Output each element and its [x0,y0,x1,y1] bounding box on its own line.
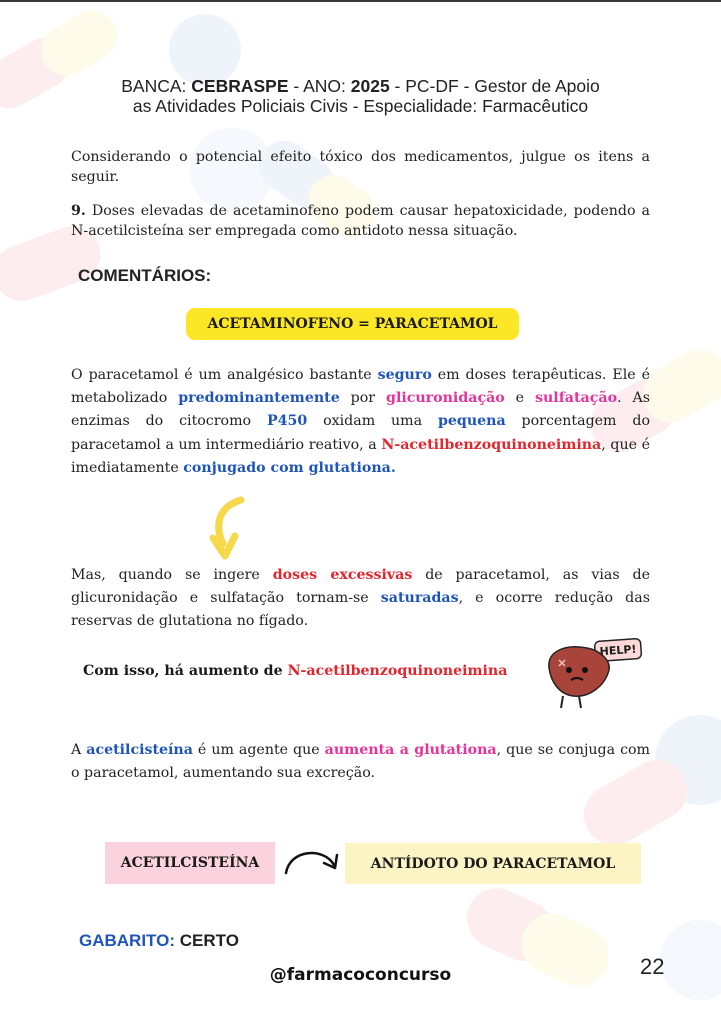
intro-text: Considerando o potencial efeito tóxico dos medicamentos, julgue os itens a seguir. [71,149,650,185]
keyword-acetilcisteina: acetilcisteína [86,742,193,758]
exam-header [60,76,661,116]
help-sign-text: HELP! [599,642,637,659]
keyword-aumenta-glutationa: aumenta a glutationa [324,742,497,758]
keyword-napqi-increase: N-acetilbenzoquinoneimina [287,663,508,679]
answer-key-label: GABARITO: [79,931,176,950]
paragraph-metabolism: O paracetamol é um analgésico bastante seguro em doses terapêuticas. Ele é metabolizado predominantemente por glicuronidação e sulfatação. As enzimas do citocromo P450 oxidam uma pequena porcentagem do paracetamol a um intermediário reativo, a N-acetilbenzoquinoneimina, que é imediatamente conjugado com glutationa. [71,367,651,476]
keyword-conjugado-glutationa: conjugado com glutationa. [183,459,396,476]
acetylcysteine-box: ACETILCISTEÍNA [105,842,275,884]
question-number: 9. [71,203,86,219]
highlight-title: ACETAMINOFENO = PARACETAMOL [186,308,519,340]
keyword-saturadas: saturadas [380,590,459,607]
question-text: Doses elevadas de acetaminofeno podem causar hepatoxicidade, podendo a N-acetilcisteína ser empregada como antidoto nessa situação. [71,203,650,239]
bank-name: CEBRASPE [191,76,289,96]
answer-key-value: CERTO [175,931,239,950]
keyword-predominantemente: predominantemente [178,390,340,407]
comments-heading: COMENTÁRIOS: [78,266,212,285]
increase-statement: Com isso, há aumento de N-acetilbenzoquinoneimina [83,663,508,679]
exam-header-line-2: as Atividades Policiais Civis - Especialidade: Farmacêutico [132,96,589,116]
keyword-p450: P450 [266,413,308,430]
question-statement [71,201,650,241]
exam-header-line-1: BANCA: CEBRASPE - ANO: 2025 - PC-DF - Gestor de Apoio [121,76,600,96]
paragraph-acetylcysteine: A acetilcisteína é um agente que aumenta a glutationa, que se conjuga com o paracetamol, aumentando sua excreção. [71,742,651,782]
keyword-glicuronidacao: glicuronidação [386,390,505,407]
keyword-doses-excessivas: doses excessivas [272,567,413,583]
liver-mascot-icon [543,630,647,714]
antidote-box: ANTÍDOTO DO PARACETAMOL [345,843,641,884]
keyword-napqi: N-acetilbenzoquinoneimina [381,436,602,453]
keyword-sulfatacao: sulfatação [535,390,618,407]
keyword-pequena: pequena [437,413,506,430]
curved-arrow-down-icon [207,494,249,560]
exam-year: 2025 [350,76,390,96]
keyword-seguro: seguro [377,367,432,383]
paragraph-overdose: Mas, quando se ingere doses excessivas de paracetamol, as vias de glicuronidação e sulfatação tornam-se saturadas, e ocorre redução das reservas de glutationa no fígado. [71,567,650,630]
answer-key [79,931,239,951]
page-number: 22 [640,954,665,979]
curved-arrow-right-icon [280,843,342,879]
social-handle: @farmacoconcurso [269,965,452,985]
